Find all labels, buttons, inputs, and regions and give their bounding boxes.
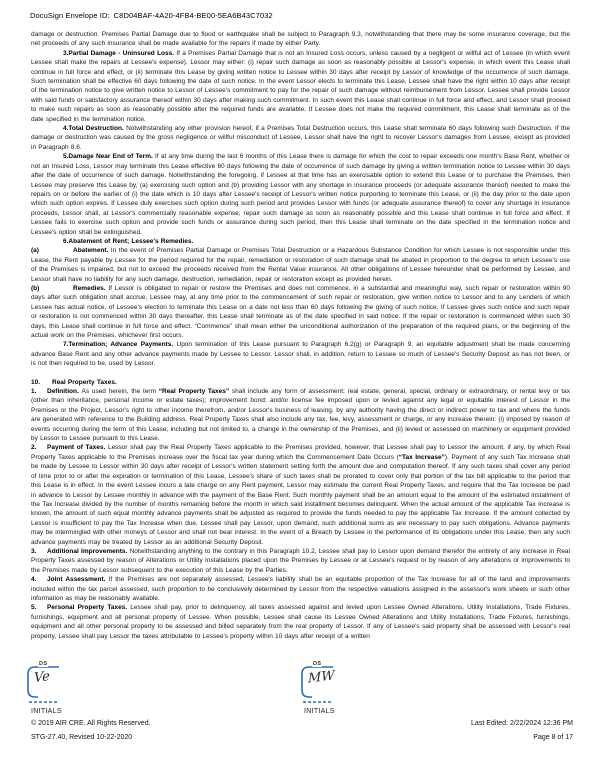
paragraph	[31, 237, 570, 246]
paragraph-heading-run: Real Property Taxes.	[52, 378, 117, 386]
paragraph	[31, 378, 570, 387]
paragraph-heading-run: Joint Assessment.	[47, 576, 109, 584]
paragraph-heading-run: 7.	[63, 341, 69, 349]
initials-stamp-left[interactable]	[25, 661, 65, 708]
paragraph-heading-run: 6.	[63, 237, 69, 245]
docusign-ds-icon: DS	[39, 661, 48, 667]
paragraph	[31, 575, 570, 603]
paragraph-text-run: Notwithstanding any other provision hereof, if a Premises Total Destruction occurs, this Lease shall terminate 60 days following such Destruction. If the damage or destruction was caused by the gross negligence or willful misconduct of Lessee, Lessor shall have the right to recover Lessor's damages from Lessee, except as provided in Paragraph 8.6.	[31, 125, 570, 151]
paragraph-heading-run: Damage Near End of Term.	[68, 153, 156, 161]
footer-row-2	[31, 734, 573, 741]
initials-signature-left: Ve	[33, 668, 50, 687]
paragraph	[31, 30, 570, 49]
docusign-ds-icon: DS	[313, 661, 322, 667]
paragraph	[31, 152, 570, 237]
initials-signature-right: MW	[307, 668, 335, 687]
paragraph	[31, 49, 570, 124]
paragraph-heading-run: Abatement of Rent; Lessee's Remedies.	[68, 237, 194, 245]
form-number-text: STG-27.40, Revised 10-22-2020	[31, 734, 133, 741]
paragraph-text-run: shall include any form of assessment; real estate, general, special, ordinary or extraordinary, or rental levy or tax (other than inheritance, personal income or estate taxes); improvement bond; and/or license fee imposed upon or levied against any legal or equitable interest of Lessor in the Premises or the Project, Lessor's right to other income therefrom, and/or Lessor's business of leasing, by any authority having the direct or indirect power to tax and where the funds are generated with reference to the Building address. Real Property Taxes shall also include any tax, fee, levy, assessment or charge, or any increase therein: (i) imposed by reason of events occurring during the term of this Lease, including but not limited to, a change in the ownership of the Premises, and (ii) levied or assessed on machinery or equipment provided by Lessor to Lessee pursuant to this Lease.	[31, 388, 571, 443]
paragraph-heading-run: 5.	[31, 604, 37, 612]
paragraph	[31, 340, 570, 368]
paragraph-heading-run: (a)	[31, 247, 39, 255]
paragraph-heading-run: (b)	[31, 284, 40, 292]
initials-stamp-right[interactable]	[299, 661, 339, 708]
paragraph	[31, 246, 570, 284]
paragraph	[31, 443, 570, 546]
paragraph-heading-run: Payment of Taxes.	[47, 444, 108, 452]
paragraph	[31, 124, 570, 152]
document-body	[31, 30, 570, 641]
paragraph-text-run: damage or destruction. Premises Partial Damage due to flood or earthquake shall be subject to Paragraph 9.3, notwithstanding that there may be some insurance coverage, but the net proceeds of any such insurance shall be made available for the repairs if made by either Party.	[31, 31, 570, 48]
paragraph-heading-run: Definition.	[47, 388, 82, 396]
paragraph-text-run: In the event of Premises Partial Damage or Premises Total Destruction or a Hazardous Substance Condition for which Lessee is not responsible under this Lease, the Rent payable by Lessee for the period required for the repair, remediation or restoration of such damage shall be abated in proportion to the degree to which Lessee's use of the Premises is impaired, but not to exceed the proceeds received from the Rental Value insurance. All other obligations of Lessee hereunder shall be performed by Lessee, and Lessor shall have no liability for any such damage, destruction, remediation, repair or restoration except as provided herein.	[31, 247, 570, 283]
paragraph	[31, 387, 570, 443]
paragraph-text-run: Lessee shall pay, prior to delinquency, all taxes assessed against and levied upon Lessee Owned Alterations, Utility Installations, Trade Fixtures, furnishings, equipment and all personal property of Lessee. When possible, Lessee shall cause its Lessee Owned Alterations and Utility Installations, Trade Fixtures, furnishings, equipment and all other personal property to be assessed and billed separately from the real property of Lessor. If any of Lessee's said property shall be assessed with Lessor's real property, Lessee shall pay Lessor the taxes attributable to Lessee's property within 10 days after receipt of a written	[31, 604, 570, 640]
initials-caption-right: INITIALS	[304, 708, 335, 715]
paragraph-heading-run: Personal Property Taxes.	[47, 604, 131, 612]
paragraph-text-run: ). Payment of any such Tax Increase shall be made by Lessee to Lessor within 30 days after receipt of Lessor's written statement setting forth the amount due and computation thereof. If any such taxes shall cover any period of time prior to or after the expiration or termination of this Lease, Lessee's share of such taxes shall be prorated to cover only that portion of the tax bill applicable to the period that this Lease is in effect. In the event Lessee incurs a late charge on any Rent payment, Lessor may estimate the current Real Property Taxes, and require that the Tax Increase be paid in advance to Lessor by Lessee monthly in advance with the payment of the Base Rent. Such monthly payment shall be an amount equal to the amount of the estimated installment of the Tax Increase divided by the number of months remaining before the month in which said installment becomes delinquent. When the actual amount of the applicable Tax Increase is known, the amount of such equal monthly advance payments shall be adjusted as required to provide the funds needed to pay the applicable Tax Increase. If the amount collected by Lessor is insufficient to pay the Tax Increase when due, Lessee shall pay Lessor, upon demand, such additional sums as are necessary to pay such obligations. Advance payments may be intermingled with other moneys of Lessor and shall not bear interest. In the event of a Breach by Lessee in the performance of its obligations under this Lease, then any such advance payments may be treated by Lessor as an additional Security Deposit.	[31, 453, 570, 546]
paragraph-text-run: Lessor shall pay the Real Property Taxes applicable to the Premises provided, however, that Lessee shall pay to Lessor the amount, if any, by which Real Property Taxes applicable to the Premises increase over the fiscal tax year during which the Commencement Date Occurs (	[31, 444, 571, 461]
paragraph	[31, 547, 570, 575]
paragraph-text-run: As used herein, the term	[81, 388, 159, 396]
paragraph-heading-run: Partial Damage - Uninsured Loss.	[68, 49, 177, 57]
paragraph-heading-run: Termination; Advance Payments.	[68, 341, 177, 349]
envelope-id	[30, 11, 273, 20]
paragraph	[31, 603, 570, 641]
paragraph-text-run: If a Premises Partial Damage that is not an Insured Loss occurs, unless caused by a negligent or willful act of Lessee (in which event Lessee shall make the repairs at Lessee's expense), Lessor may either: (i) repair such damage as soon as reasonably possible at Lessor's expense, in which event this Lease shall continue in full force and effect, or (ii) terminate this Lease by giving written notice to Lessee within 30 days after receipt by Lessor of knowledge of the occurrence of such damage. Such termination shall be effective 60 days following the date of such notice. In the event Lessor elects to terminate this Lease, Lessee shall have the right within 10 days after receipt of the termination notice to give written notice to Lessor of Lessee's commitment to pay for the repair of such damage without reimbursement from Lessor. Lessee shall provide Lessor with said funds or satisfactory assurance thereof within 30 days after making such commitment. In such event this Lease shall continue in full force and effect, and Lessor shall proceed to make such repairs as soon as reasonably possible after the required funds are available. If Lessee does not make the required commitment, this Lease shall terminate as of the date specified in the termination notice.	[31, 49, 570, 123]
paragraph-heading-run: 1.	[31, 388, 37, 396]
page-number-text: Page 8 of 17	[533, 734, 573, 741]
paragraph-heading-run: 5.	[63, 153, 69, 161]
paragraph-text-run: If at any time during the last 6 months of this Lease there is damage for which the cost to repair exceeds one month's Base Rent, whether or not an Insured Loss, Lessor may terminate this Lease effective 60 days following the date of occurrence of such damage by giving a written termination notice to Lessee within 30 days after the date of occurrence of such damage. Notwithstanding the foregoing, if Lessee at that time has an exercisable option to extend this Lease or to purchase the Premises, then Lessee may preserve this Lease by, (a) exercising such option and (b) providing Lessor with any shortage in insurance proceeds (or adequate assurance thereof) needed to make the repairs on or before the earlier of (i) the date which is 10 days after Lessee's receipt of Lessor's written notice purporting to terminate this Lease, or (ii) the day prior to the date upon which such option expires. If Lessee duly exercises such option during such period and provides Lessor with funds (or adequate assurance thereof) to cover any shortage in insurance proceeds, Lessor shall, at Lessor's commercially reasonable expense, repair such damage as soon as reasonably possible and this Lease shall continue in full force and effect. If Lessee fails to exercise such option and provide such funds or assurance during such period, then this Lease shall terminate on the date specified in the termination notice and Lessee's option shall be extinguished.	[31, 153, 570, 236]
paragraph-heading-run: Additional Improvements.	[47, 547, 130, 555]
paragraph-heading-run: 4.	[63, 125, 69, 133]
paragraph-heading-run: “Real Property Taxes”	[158, 388, 230, 396]
envelope-id-label: DocuSign Envelope ID:	[30, 11, 110, 20]
paragraph-heading-run: Total Destruction.	[68, 125, 127, 133]
paragraph-heading-run: 2.	[31, 444, 37, 452]
last-edited-text: Last Edited: 2/22/2024 12:36 PM	[471, 720, 573, 727]
paragraph-text-run: If Lessor is obligated to repair or restore the Premises and does not commence, in a substantial and meaningful way, such repair or restoration within 90 days after such obligation shall accrue, Lessee may, at any time prior to the commencement of such repair or restoration, give written notice to Lessor and to any Lenders of which Lessee has actual notice, of Lessee's election to terminate this Lease on a date not less than 60 days following the giving of such notice. If Lessee gives such notice and such repair or restoration is not commenced within 30 days thereafter, this Lease shall terminate as of the date specified in said notice. If the repair or restoration is commenced within such 30 days, this Lease shall continue in full force and effect. “Commence” shall mean either the unconditional authorization of the preparation of the required plans, or the beginning of the actual work on the Premises, whichever first occurs.	[31, 284, 570, 339]
paragraph-heading-run: 4.	[31, 576, 37, 584]
footer-row-1	[31, 720, 573, 727]
paragraph-heading-run: 3.	[63, 49, 69, 57]
paragraph-heading-run: 3.	[31, 547, 37, 555]
paragraph-text-run: Upon termination of this Lease pursuant to Paragraph 6.2(g) or Paragraph 9, an equitable adjustment shall be made concerning advance Base Rent and any other advance payments made by Lessee to Lessor. Lessor shall, in addition, return to Lessee so much of Lessee's Security Deposit as has not been, or is not then required to be, used by Lessor.	[31, 341, 570, 368]
paragraph-text-run: If the Premises are not separately assessed, Lessee's liability shall be an equitable proportion of the Tax Increase for all of the land and improvements included within the tax parcel assessed, such proportion to be conclusively determined by Lessor from the respective valuations assigned in the assessor's work sheets or such other information as may be reasonably available.	[31, 576, 571, 602]
initials-caption-left: INITIALS	[31, 708, 62, 715]
paragraph-heading-run: Remedies.	[73, 284, 109, 292]
paragraph-text-run: Notwithstanding anything to the contrary in this Paragraph 10.2, Lessee shall pay to Lessor upon demand therefor the entirety of any increase in Real Property Taxes assessed by reason of Alterations or Utility Installations placed upon the Premises by Lessee or at Lessee's request or by reason of any alterations or improvements to the Premises made by Lessor subsequent to the execution of this Lease by the Parties.	[31, 547, 570, 574]
paragraph	[31, 284, 570, 340]
paragraph-heading-run: Abatement.	[73, 247, 111, 255]
copyright-text: © 2019 AIR CRE. All Rights Reserved.	[31, 720, 151, 727]
envelope-id-value: C8D04BAF-4A20-4FB4-BE00-5EA6B43C7032	[113, 11, 273, 20]
paragraph-heading-run: “Tax Increase”	[398, 453, 445, 461]
paragraph-heading-run: 10.	[31, 378, 41, 386]
